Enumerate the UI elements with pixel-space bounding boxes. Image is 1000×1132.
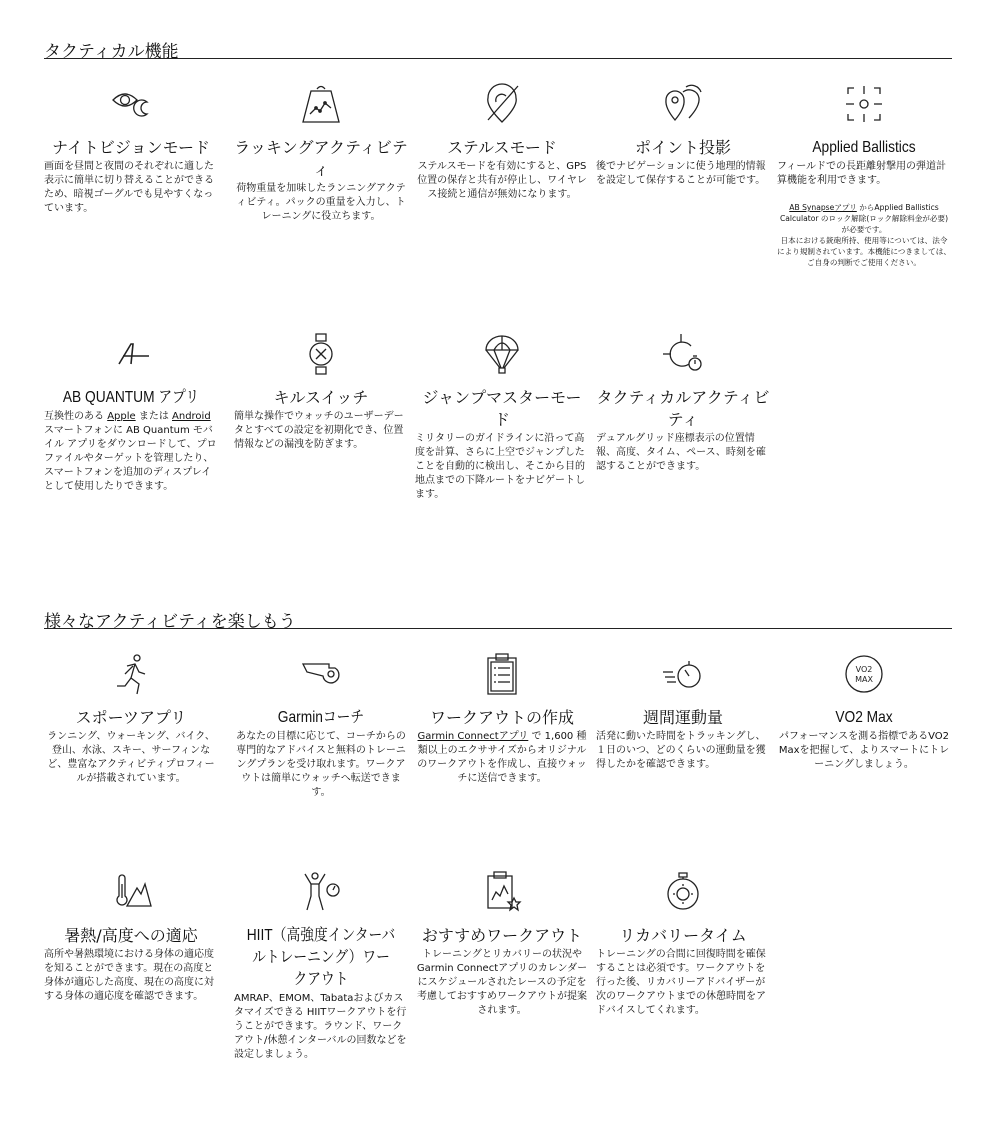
feature-description: 荷物重量を加味したランニングアクティビティ。パックの重量を入力し、トレーニングに役立ちます。 [236,183,406,222]
feature-title: ステルスモード [447,138,557,157]
feature-description: 活発に動いた時間をトラッキングし、１日のいつ、どのくらいの運動量を獲得したかを確認できます。 [596,731,766,770]
watch-kill-switch-icon [234,332,408,380]
feature-legal-note: 日本における銃砲所持、使用等については、法令により規制されています。本機能につきましては、ご自身の判断でご使用ください。 [777,236,951,267]
feature-description: AMRAP、EMOM、Tabataおよびカスタマイズできる HIITワークアウトを行うことができます。ラウンド、ワークアウト/休憩インターバルの回数などを設定しましょう。 [234,993,407,1060]
android-link[interactable]: Android [172,411,211,422]
ab-synapse-app-link[interactable]: AB Synapseアプリ [789,203,857,212]
section-title-activities: 様々なアクティビティを楽しもう [44,612,296,632]
night-vision-eye-moon-icon [44,82,218,130]
feature-description [415,730,589,786]
feature-description: フィールドでの長距離射撃用の弾道計算機能を利用できます。 [777,161,946,186]
text: で 1,600 種類以上のエクササイズからオリジナルのワークアウトを作成し、直接ウォッチに送信できます。 [417,731,587,784]
stopwatch-speed-icon [596,652,770,700]
feature-title: VO2 Max [835,709,893,726]
feature-description: パフォーマンスを測る指標であるVO2 Maxを把握して、よりスマートにトレーニングしましょう。 [778,731,950,770]
clipboard-chart-star-icon [415,870,589,918]
feature-description: 高所や暑熱環境における身体の適応度を知ることができます。現在の高度と身体が適応した高度、現在の高度に対する身体の適応度を確認できます。 [44,949,214,1002]
feature-description: トレーニングの合間に回復時間を確保することは必須です。ワークアウトを行った後、リカバリーアドバイザーが次のワークアウトまでの休憩時間をアドバイスしてくれます。 [596,949,766,1016]
garmin-connect-app-link[interactable]: Garmin Connectアプリ [417,731,529,742]
feature-description: ランニング、ウォーキング、バイク、登山、水泳、スキー、サーフィンなど、豊富なアクティビティプロフィールが搭載されています。 [47,731,215,784]
heat-altitude-icon [44,870,218,918]
weight-graph-icon [234,82,408,130]
feature-title: 暑熱/高度への適応 [64,926,198,945]
feature-description: 簡単な操作でウォッチのユーザーデータとすべての設定を初期化でき、位置情報などの漏洩を防ぎます。 [234,411,404,450]
feature-title: キルスイッチ [273,388,369,407]
feature-title: ポイント投影 [634,138,731,157]
section-divider [44,58,952,59]
feature-description: トレーニングとリカバリーの状況やGarmin Connectアプリのカレンダーにスケジュールされたレースの予定を考慮しておすすめワークアウトが提案されます。 [416,949,588,1016]
feature-description: ステルスモードを有効にすると、GPS位置の保存と共有が停止し、ワイヤレス接続と通信が無効になります。 [417,161,587,200]
feature-title: リカバリータイム [619,926,747,945]
feature-title: おすすめワークアウト [421,926,583,945]
feature-title: タクティカルアクティビティ [596,388,770,429]
feature-title: 週間運動量 [642,708,723,727]
whistle-icon [234,652,408,700]
feature-title: ジャンプマスターモード [422,388,582,429]
feature-title: AB QUANTUM アプリ [62,389,200,406]
stealth-location-off-icon [415,82,589,130]
clipboard-checklist-icon [415,652,589,700]
text: スマートフォンに AB Quantum モバイル アプリをダウンロードして、プロファイルやターゲットを管理したり、スマートフォンを追加のディスプレイとして使用したりできます。 [44,425,217,492]
feature-description: 画面を昼間と夜間のそれぞれに適した表示に簡単に切り替えることができるため、暗視ゴーグルでも見やすくなっています。 [44,161,214,214]
hiit-person-timer-icon [234,870,408,918]
text: または [135,411,173,422]
parachute-icon [415,332,589,380]
vo2-badge-text-top: VO2 [855,665,873,674]
waypoint-projection-icon [596,82,770,130]
feature-title: スポーツアプリ [75,708,187,727]
feature-description [44,410,218,494]
feature-title: ワークアウトの作成 [429,708,574,727]
vo2-max-badge-icon [777,652,951,700]
feature-description: あなたの目標に応じて、コーチからの専門的なアドバイスと無料のトレーニングプランを受け取れます。ワークアウトは簡単にウォッチへ転送できます。 [236,731,406,798]
section-title-tactical: タクティカル機能 [44,42,179,62]
feature-title: HIIT（高強度インターバルトレーニング）ワークアウト [246,927,396,988]
feature-description: ミリタリーのガイドラインに沿って高度を計算、さらに上空でジャンプしたことを自動的に検出し、そこから目的地点までの下降ルートをナビゲートします。 [415,433,585,500]
crosshair-reticle-icon [777,82,951,130]
feature-title: Applied Ballistics [812,139,916,156]
section-divider [44,628,952,629]
feature-description: 後でナビゲーションに使う地理的情報を設定して保存することが可能です。 [596,161,766,186]
feature-title: ラッキングアクティビティ [234,138,408,179]
runner-icon [44,652,218,700]
feature-note [777,202,951,235]
feature-title: Garminコーチ [277,709,365,726]
vo2-badge-text-bottom: MAX [855,675,873,684]
ab-quantum-logo-icon [44,332,218,380]
apple-link[interactable]: Apple [107,411,136,422]
text: 互換性のある [44,411,108,422]
feature-description: デュアルグリッド座標表示の位置情報、高度、タイム、ペース、時刻を確認することができます。 [596,433,766,472]
tactical-crosshair-timer-icon [596,332,770,380]
note-text: からApplied Ballistics Calculator のロック解除(ロック解除料金が必要) が必要です。 [779,203,949,234]
feature-title: ナイトビジョンモード [52,138,210,157]
recovery-timer-icon [596,870,770,918]
